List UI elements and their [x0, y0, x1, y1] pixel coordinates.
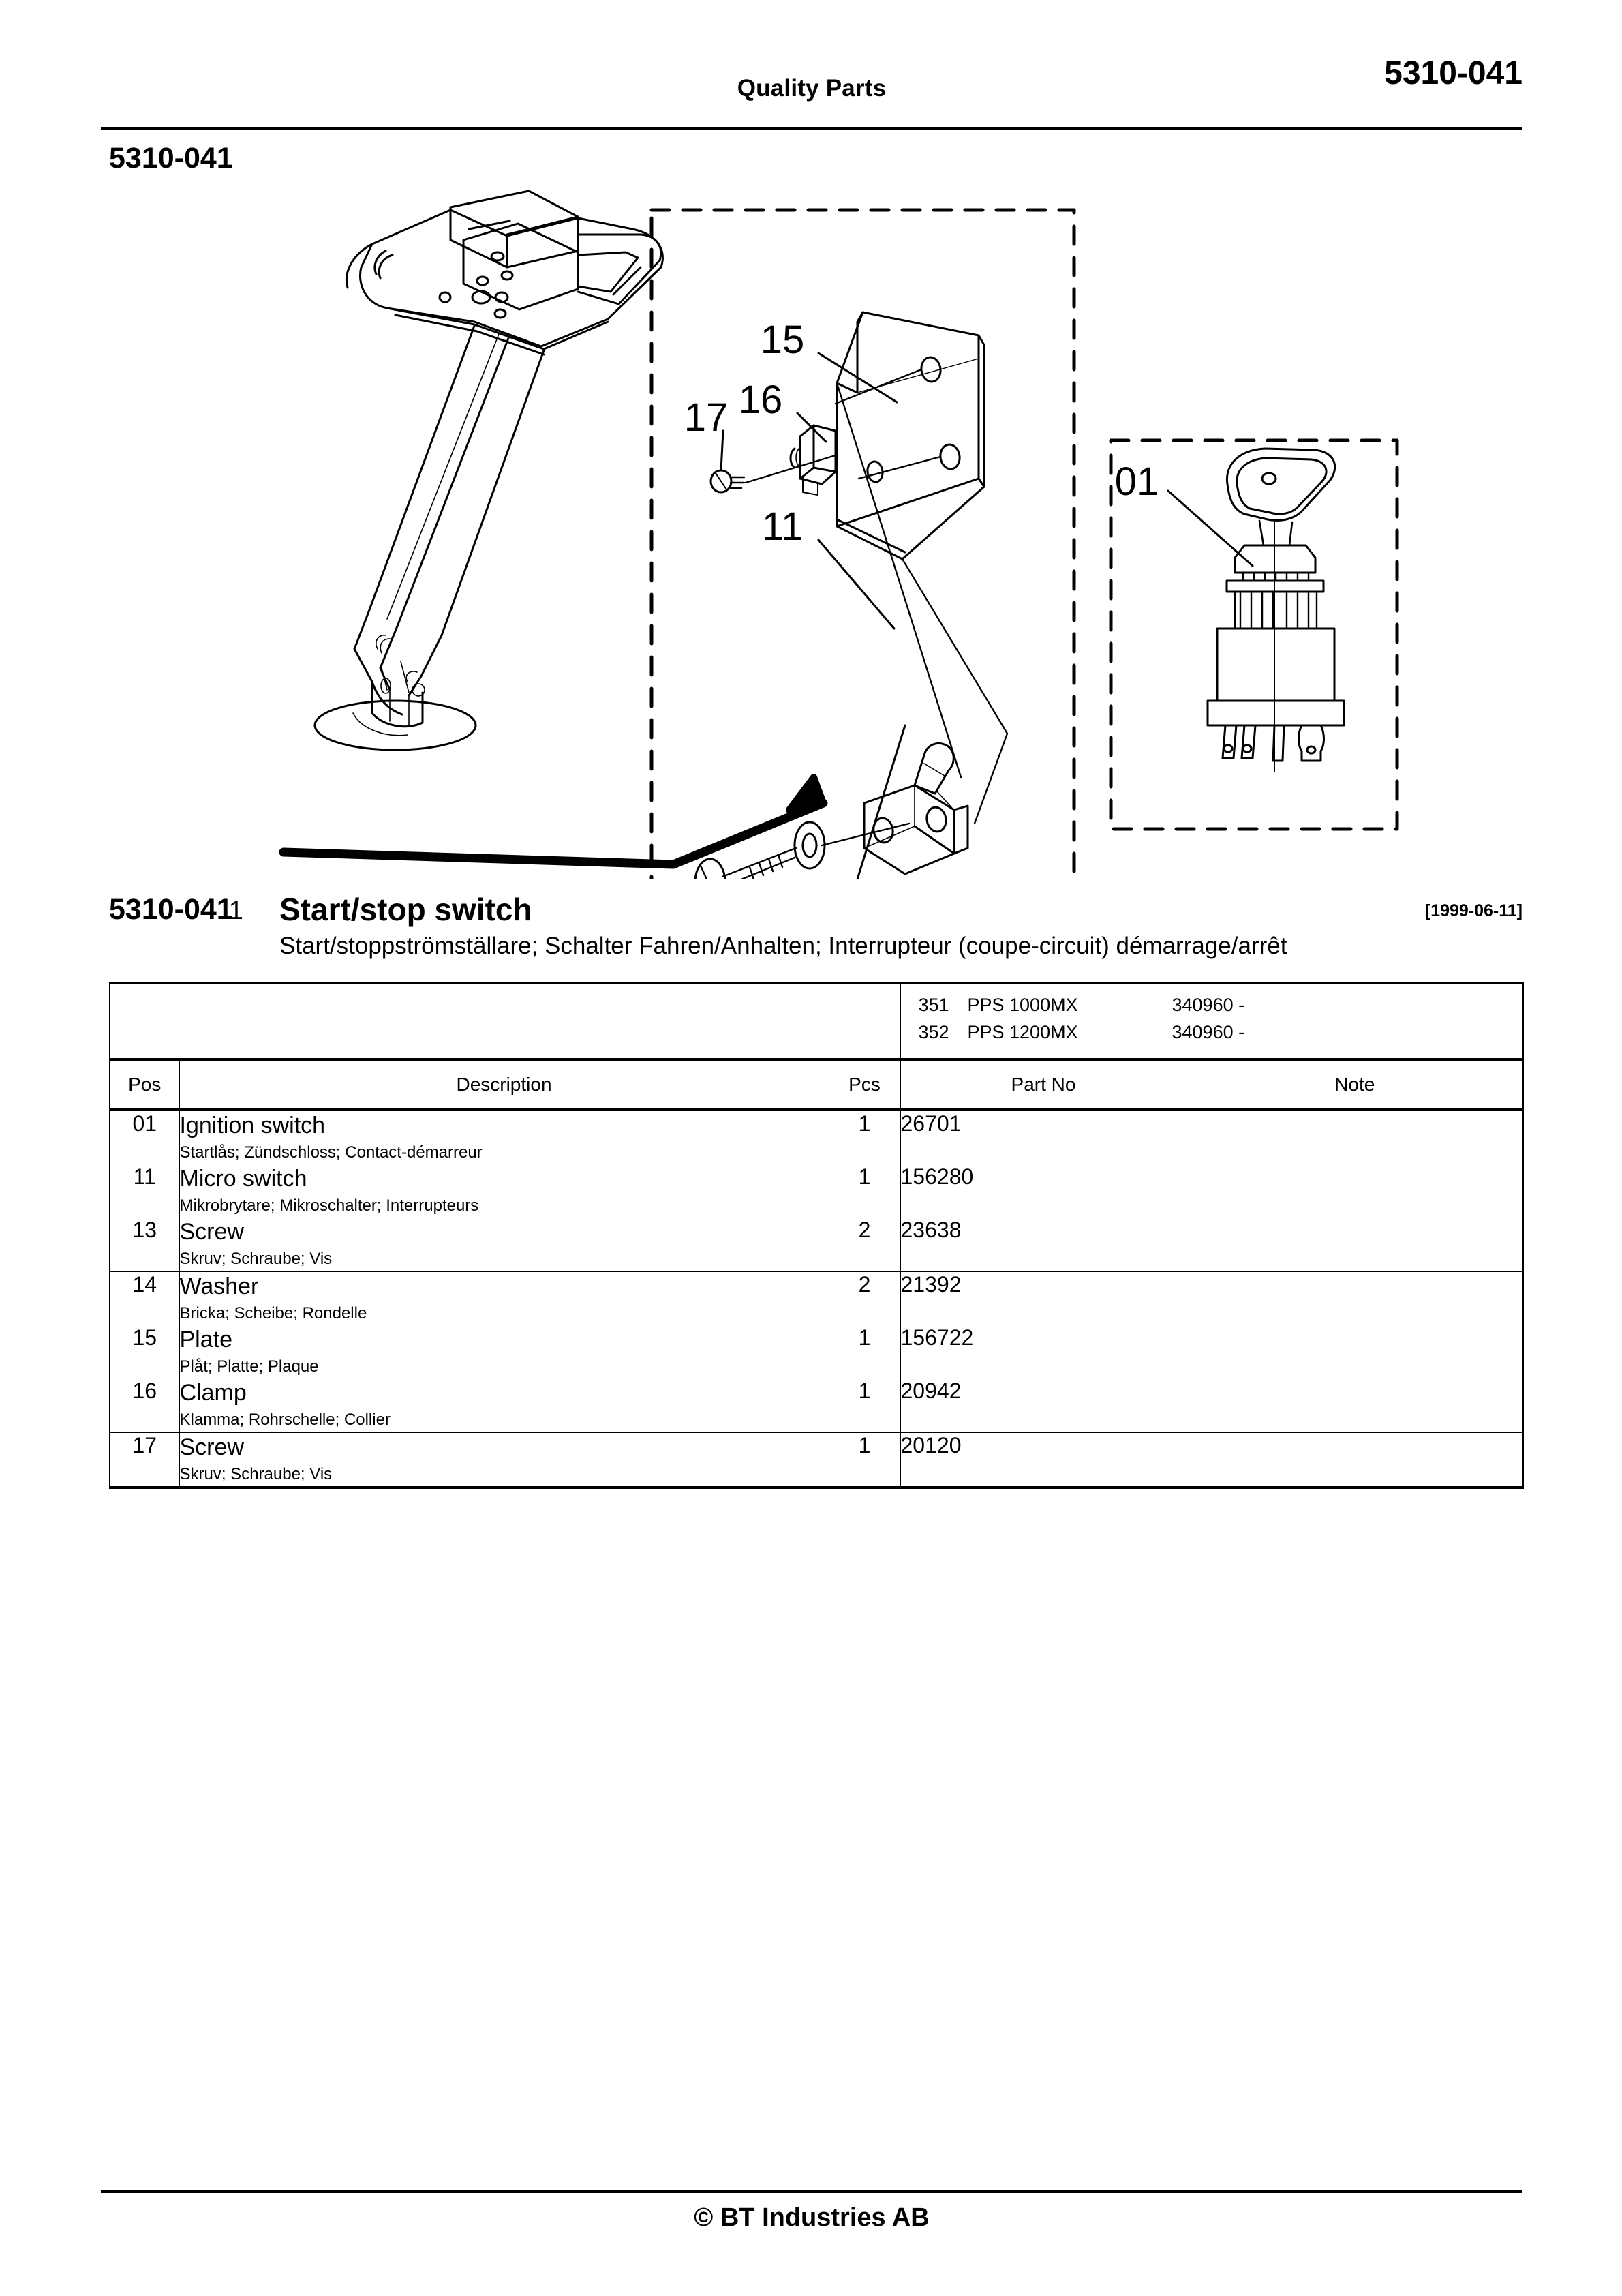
column-header-note: Note — [1187, 1059, 1523, 1110]
part-plate-15 — [836, 312, 984, 559]
row-pcs: 1 — [829, 1164, 900, 1218]
row-pos: 17 — [110, 1432, 179, 1487]
variant-model: PPS 1000MX — [967, 995, 1078, 1015]
callout-16: 16 — [738, 378, 783, 422]
row-note — [1187, 1110, 1523, 1164]
row-name-alt: Startlås; Zündschloss; Contact-démarreur — [179, 1143, 483, 1162]
footer-copyright: © BT Industries AB — [694, 2203, 930, 2232]
row-name-alt: Skruv; Schraube; Vis — [179, 1250, 333, 1268]
row-name-alt: Skruv; Schraube; Vis — [179, 1465, 333, 1483]
row-part-no: 23638 — [900, 1218, 1187, 1271]
row-name: Screw — [179, 1219, 244, 1245]
header-title: Quality Parts — [737, 75, 887, 102]
row-name-alt: Klamma; Rohrschelle; Collier — [179, 1410, 391, 1429]
header-rule — [101, 127, 1522, 130]
figure-section-number: 5310-041 — [109, 142, 233, 175]
leader-11 — [818, 540, 894, 629]
section-title-name: Start/stop switch — [279, 892, 532, 927]
row-name: Clamp — [179, 1380, 247, 1406]
row-pos: 13 — [110, 1218, 179, 1271]
variant-blank-cell — [110, 983, 900, 1059]
section-title-number-text: 5310-041 — [109, 893, 233, 926]
row-pcs: 1 — [829, 1110, 900, 1164]
row-name: Plate — [179, 1327, 232, 1353]
assembly-guide-2 — [902, 559, 1007, 824]
row-note — [1187, 1432, 1523, 1487]
column-header-pos: Pos — [110, 1059, 179, 1110]
row-name: Screw — [179, 1434, 244, 1460]
callout-01: 01 — [1114, 459, 1159, 504]
leader-01 — [1168, 491, 1253, 566]
section-title-translations: Start/stoppströmställare; Schalter Fahren/Anhalten; Interrupteur (coupe-circuit) démarrage/arrêt — [279, 933, 1287, 959]
variant-model: PPS 1200MX — [967, 1022, 1078, 1042]
part-ignition-switch-01 — [1208, 449, 1344, 772]
section-title-ghost-char: 1 — [228, 896, 243, 925]
row-pos: 11 — [110, 1164, 179, 1218]
header-page-ref: 5310-041 — [1384, 55, 1522, 91]
section-title-number — [109, 893, 243, 926]
column-header-pcs: Pcs — [829, 1059, 900, 1110]
row-note — [1187, 1378, 1523, 1432]
detail-pointer-arrow — [284, 777, 823, 864]
row-name-alt: Plåt; Platte; Plaque — [179, 1357, 319, 1376]
row-description — [179, 1378, 829, 1432]
exploded-view-figure — [101, 164, 1522, 879]
variant-list-cell — [900, 983, 1523, 1059]
table-row[interactable] — [110, 1432, 1523, 1487]
row-description — [179, 1218, 829, 1271]
section-title-block — [109, 893, 1522, 968]
row-description — [179, 1110, 829, 1164]
tiller-arm-illustration — [315, 191, 662, 750]
row-pcs: 1 — [829, 1432, 900, 1487]
row-pcs: 2 — [829, 1271, 900, 1325]
part-screw-13 — [695, 824, 909, 879]
detail-box-left — [652, 210, 1074, 879]
column-header-part-no: Part No — [900, 1059, 1187, 1110]
table-row[interactable] — [110, 1218, 1523, 1271]
row-name: Washer — [179, 1273, 259, 1299]
footer-rule — [101, 2190, 1522, 2193]
row-pcs: 2 — [829, 1218, 900, 1271]
row-note — [1187, 1271, 1523, 1325]
row-part-no: 156280 — [900, 1164, 1187, 1218]
row-pos: 01 — [110, 1110, 179, 1164]
callout-11: 11 — [761, 504, 804, 549]
parts-table — [109, 982, 1524, 1489]
row-note — [1187, 1218, 1523, 1271]
row-description — [179, 1325, 829, 1378]
section-title-date: [1999-06-11] — [1424, 901, 1522, 920]
variant-row — [919, 991, 1523, 1018]
part-washer-14 — [795, 822, 825, 868]
table-row[interactable] — [110, 1325, 1523, 1378]
row-part-no: 26701 — [900, 1110, 1187, 1164]
part-screw-17 — [711, 470, 744, 492]
row-name-alt: Bricka; Scheibe; Rondelle — [179, 1304, 367, 1323]
table-header-row — [110, 1059, 1523, 1110]
row-part-no: 20120 — [900, 1432, 1187, 1487]
variant-serial: 340960 - — [1172, 995, 1245, 1015]
row-name: Ignition switch — [179, 1113, 326, 1138]
row-note — [1187, 1325, 1523, 1378]
assembly-guide-1 — [837, 383, 961, 777]
part-clamp-16 — [791, 425, 836, 495]
variant-header-row — [110, 983, 1523, 1059]
variant-code: 352 — [918, 1022, 949, 1042]
variant-row — [919, 1018, 1523, 1046]
column-header-desc: Description — [179, 1059, 829, 1110]
table-row[interactable] — [110, 1110, 1523, 1164]
row-pcs: 1 — [829, 1378, 900, 1432]
table-row[interactable] — [110, 1271, 1523, 1325]
row-description — [179, 1432, 829, 1487]
row-pos: 16 — [110, 1378, 179, 1432]
variant-code: 351 — [918, 995, 949, 1015]
row-note — [1187, 1164, 1523, 1218]
table-row[interactable] — [110, 1378, 1523, 1432]
row-pcs: 1 — [829, 1325, 900, 1378]
variant-serial: 340960 - — [1172, 1022, 1245, 1042]
callout-17: 17 — [684, 395, 729, 440]
row-pos: 14 — [110, 1271, 179, 1325]
row-description — [179, 1271, 829, 1325]
row-name-alt: Mikrobrytare; Mikroschalter; Interrupteurs — [179, 1196, 479, 1215]
callout-15: 15 — [760, 318, 805, 362]
row-pos: 15 — [110, 1325, 179, 1378]
running-header — [101, 55, 1522, 123]
row-name: Micro switch — [179, 1166, 307, 1192]
row-part-no: 21392 — [900, 1271, 1187, 1325]
table-row[interactable] — [110, 1164, 1523, 1218]
row-part-no: 20942 — [900, 1378, 1187, 1432]
row-part-no: 156722 — [900, 1325, 1187, 1378]
row-description — [179, 1164, 829, 1218]
